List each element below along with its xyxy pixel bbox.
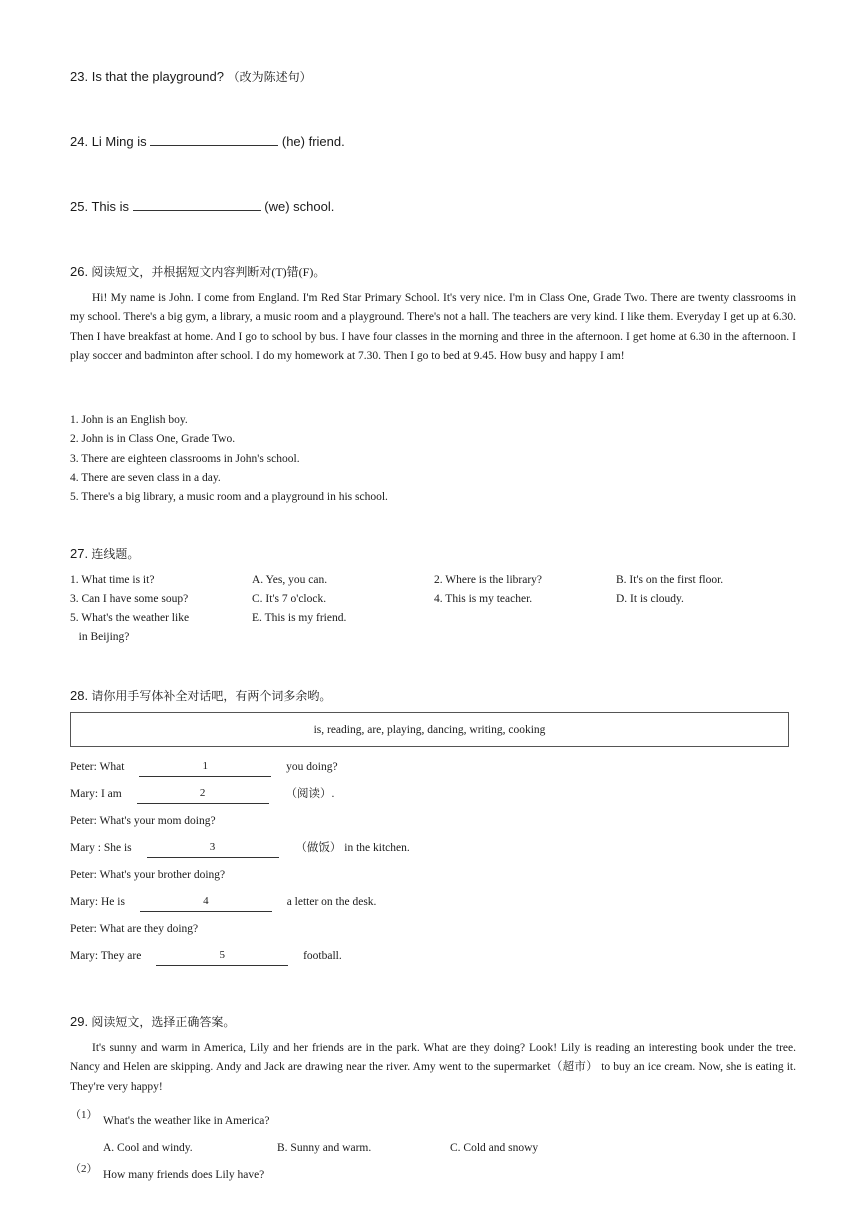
statement-list [70,411,388,507]
matching-row: 3. Can I have some soup? [70,593,189,605]
question-23 [70,68,312,85]
answer-blank[interactable]: 2 [137,784,269,804]
answer-blank[interactable]: 3 [147,838,279,858]
reading-passage: It's sunny and warm in America, Lily and her friends are in the park. What are they doing? Look! Lily is reading an interesting book under the tree. Nancy and Helen are skipping. Andy and Jack are drawing near the river. Amy went to the supermarket（超市） to buy an ice cream. Now, she is eating it. They're very happy! [70,1042,796,1093]
answer-blank[interactable] [133,198,261,211]
question-29-heading [70,1013,235,1030]
mc-option[interactable]: B. Sunny and warm. [277,1142,372,1154]
matching-row: 4. This is my teacher. [434,593,533,605]
matching-row: in Beijing? [70,631,130,643]
matching-row: 1. What time is it? [70,574,155,586]
question-number: 24. [70,134,89,149]
mc-question-number: （2） [70,1163,98,1175]
matching-row: A. Yes, you can. [252,574,328,586]
matching-row: B. It's on the first floor. [616,574,724,586]
matching-row: E. This is my friend. [252,612,347,624]
question-text-after: (we) school. [264,199,335,214]
question-25 [70,198,334,214]
answer-blank[interactable]: 4 [140,892,272,912]
dialogue-line: Mary: They are 5 football. [70,947,342,967]
matching-row: 2. Where is the library? [434,574,543,586]
mc-question-text: What's the weather like in America? [103,1115,270,1127]
question-number: 23. [70,69,89,84]
question-text-before: This is [91,199,130,214]
reading-passage: Hi! My name is John. I come from England. I'm Red Star Primary School. It's very nice. I'm in Class One, Grade Two. There are twenty classrooms in my school. There's a big gym, a library, a music room and a playground. There's not a hall. The teachers are very kind. I like them. Everyday I get up at 6.30. Then I have breakfast at home. And I go to school by bus. I have four classes in the morning and three in the afternoon. I get home at 6.30 in the afternoon. I play soccer and badminton after school. I do my homework at 7.30. Then I go to bed at 9.45. How busy and happy I am! [70,292,796,362]
question-number: 27. [70,546,89,561]
statement-item: 2. John is in Class One, Grade Two. [70,433,236,446]
dialogue-line: Mary : She is 3 （做饭） in the kitchen. [70,839,410,859]
answer-blank[interactable]: 5 [156,946,288,966]
dialogue-line: Peter: What are they doing? [70,923,199,935]
question-number: 26. [70,264,89,279]
question-number: 28. [70,688,89,703]
question-instruction: 请你用手写体补全对话吧，有两个词多余哟。 [91,689,332,703]
answer-blank[interactable] [150,133,278,146]
question-27-heading [70,545,139,562]
word-bank-box: is, reading, are, playing, dancing, writing, cooking [70,712,789,747]
question-instruction: 连线题。 [91,547,140,561]
matching-row: 5. What's the weather like [70,612,190,624]
question-number: 25. [70,199,89,214]
statement-item: 1. John is an English boy. [70,414,188,426]
mc-question-text: How many friends does Lily have? [103,1169,265,1181]
statement-item: 4. There are seven class in a day. [70,471,221,484]
dialogue-line: Peter: What's your mom doing? [70,815,216,827]
question-28-heading [70,687,331,704]
mc-option[interactable]: C. Cold and snowy [450,1142,539,1154]
statement-item: 3. There are eighteen classrooms in John's school. [70,452,300,465]
question-text-after: (he) friend. [281,134,345,149]
statement-item: 5. There's a big library, a music room and a playground in his school. [70,491,388,504]
question-instruction: 阅读短文，并根据短文内容判断对(T)错(F)。 [91,265,326,279]
question-24 [70,133,345,149]
dialogue-line: Mary: He is 4 a letter on the desk. [70,893,376,913]
question-note: （改为陈述句） [227,70,312,84]
question-number: 29. [70,1014,89,1029]
matching-row: D. It is cloudy. [616,593,684,605]
answer-blank[interactable]: 1 [139,757,271,777]
matching-row: C. It's 7 o'clock. [252,593,327,605]
dialogue-line: Peter: What's your brother doing? [70,869,226,881]
question-26-heading [70,263,325,280]
question-instruction: 阅读短文，选择正确答案。 [91,1015,236,1029]
dialogue-line: Mary: I am 2 （阅读）. [70,785,334,805]
mc-option[interactable]: A. Cool and windy. [103,1142,193,1154]
dialogue-line: Peter: What 1 you doing? [70,758,338,778]
question-text-before: Li Ming is [91,134,147,149]
mc-question-number: （1） [70,1109,98,1121]
question-text: Is that the playground? [91,69,224,84]
